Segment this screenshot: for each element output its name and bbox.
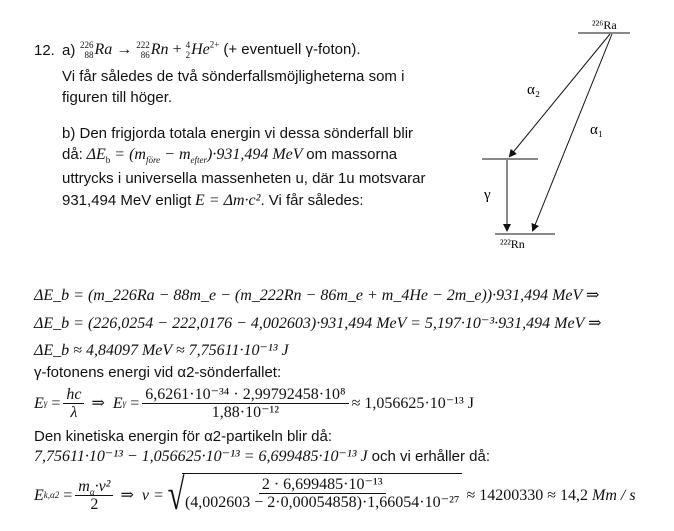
equation-2: ΔE_b = (226,0254 − 222,0176 − 4,002603)·931,494 MeV = 5,197·10⁻³·931,494 MeV ⇒ [34,315,602,332]
part-b-line3: uttrycks i universella massenheten u, där 1u motsvarar [62,170,426,187]
gamma-energy-fraction: $\frac{\text{6,6261·10⁻³⁴ · 2,99792458·10⁸}}{\text{1,88·10⁻¹²}}$ [142,386,348,421]
equation-6: E k,α2 = $\frac{m_\alpha\cdot v^2}{2}$ ⇒ v = √ $\frac{\text{2 · 6,699485·10⁻¹³}}{\text{(4,002603 − 2·0,00054858)·1,66054·10⁻²⁷}}$ ≈ 14200330 ≈ 14,2 Mm / s [34,470,636,519]
equation-1: ΔE_b = (m_226Ra − 88m_e − (m_222Rn − 86m_e + m_4He − 2m_e))·931,494 MeV ⇒ [34,287,600,304]
part-a-line2: Vi får således de två sönderfallsmöjligheterna som i [62,68,405,85]
rn-level-label: ²²²Rn [500,237,525,251]
kinetic-energy-fraction: $\frac{m_\alpha\cdot v^2}{2}$ [75,478,113,513]
part-a-line3: figuren till höger. [62,89,173,106]
gamma-label: γ [484,187,491,203]
ra-nuclide-numbers: 226 88 [80,40,94,61]
he-nuclide-numbers: 4 2 [185,40,191,61]
ra-level-label: ²²⁶Ra [592,18,617,32]
equation-4: E γ = $\frac{hc}{\lambda}$ ⇒ E γ = $\frac{\text{6,6261·10⁻³⁴ · 2,99792458·10⁸}}{\text{1,88·10⁻¹²}}$ ≈ 1,056625·10⁻¹³ J [34,385,474,421]
nuclear-reaction: 226 88 Ra → 222 86 Rn + 4 2 $He^{2+}$ (+ eventuell γ-foton). [80,39,361,61]
kinetic-energy-text: Den kinetiska energin för α2-partikeln blir då: [34,428,332,445]
part-a-label: a) [62,42,76,59]
problem-number: 12. [34,42,55,59]
decay-diagram [470,10,670,255]
part-b-line2: då: $\Delta E_b = (m_{före} - m_{efter})\cdot 931,494$ MeV om massorna [62,146,398,165]
gamma-energy-text: γ-fotonens energi vid α2-sönderfallet: [34,364,282,381]
velocity-sqrt: √ $\frac{\text{2 · 6,699485·10⁻¹³}}{\text{(4,002603 − 2·0,00054858)·1,66054·10⁻²⁷}}$ [164,473,463,517]
part-b-line4: 931,494 MeV enligt E = Δm·c². Vi får således: [62,192,364,209]
equation-5: 7,75611·10⁻¹³ − 1,056625·10⁻¹³ = 6,699485·10⁻¹³ J och vi erhåller då: [34,448,491,465]
alpha1-label: α₁ [590,122,604,138]
equation-3: ΔE_b ≈ 4,84097 MeV ≈ 7,75611·10⁻¹³ J [34,342,289,359]
part-b-line1: b) Den frigjorda totala energin vi dessa sönderfall blir [62,125,414,142]
alpha2-label: α₂ [527,82,541,98]
rn-nuclide-numbers: 222 86 [136,40,150,61]
hc-over-lambda: $\frac{hc}{\lambda}$ [63,386,84,421]
